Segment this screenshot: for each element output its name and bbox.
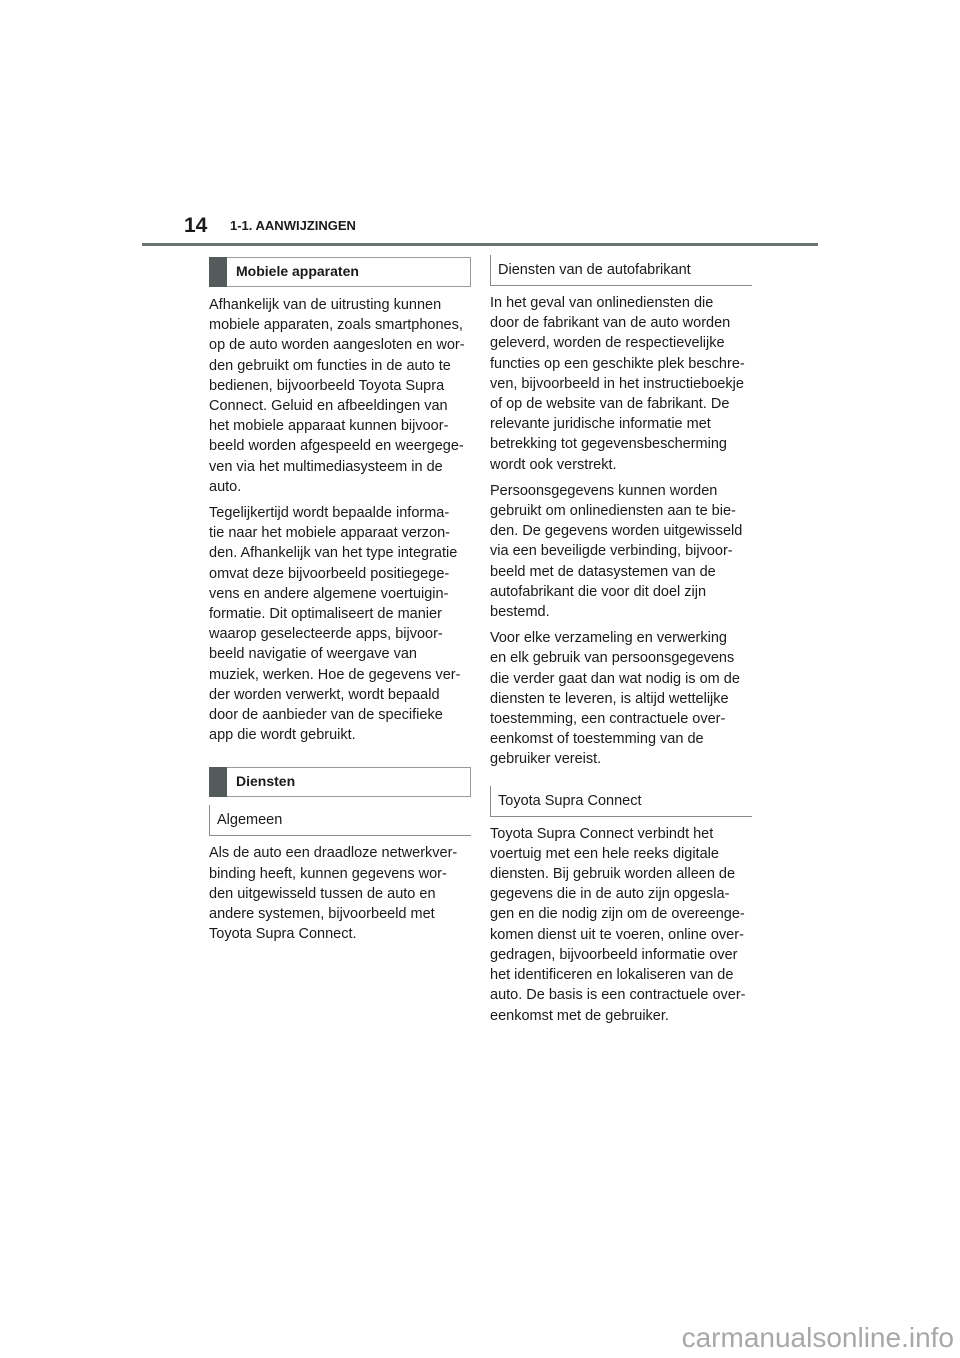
- text-line: muziek, werken. Hoe de gegevens ver-: [209, 666, 461, 683]
- text-line: In het geval van onlinediensten die: [490, 295, 714, 311]
- paragraph: [490, 481, 752, 622]
- text-line: Persoonsgegevens kunnen worden: [490, 482, 718, 499]
- text-line: bedienen, bijvoorbeeld Toyota Supra: [209, 377, 445, 394]
- heading-marker: [209, 767, 227, 797]
- text-line: autofabrikant die voor dit doel zijn: [490, 583, 707, 600]
- text-line: en elk gebruik van persoonsgegevens: [490, 650, 735, 667]
- left-column: [209, 257, 471, 950]
- text-line: app die wordt gebruikt.: [209, 727, 356, 744]
- section-heading-diensten: [209, 767, 471, 797]
- text-line: het mobiele apparaat kunnen bijvoor-: [209, 418, 449, 435]
- text-line: of op de website van de fabrikant. De: [490, 396, 730, 413]
- paragraph: [490, 824, 752, 1026]
- text-line: gebruikt om onlinediensten aan te bie-: [490, 503, 736, 520]
- text-line: gen en die nodig zijn om de overeenge-: [490, 906, 745, 923]
- subheading-toyota-supra-connect: [490, 786, 752, 817]
- text-line: den. Afhankelijk van het type integratie: [209, 545, 458, 562]
- text-line: Afhankelijk van de uitrusting kunnen: [209, 297, 442, 313]
- text-line: toestemming, een contractuele over-: [490, 711, 726, 728]
- subheading-text: Toyota Supra Connect: [498, 792, 642, 809]
- text-line: ven, bijvoorbeeld in het instructieboekje: [490, 375, 744, 392]
- paragraph: [490, 628, 752, 769]
- text-line: het identificeren en lokaliseren van de: [490, 967, 734, 984]
- text-line: gedragen, bijvoorbeeld informatie over: [490, 946, 738, 963]
- text-line: den. De gegevens worden uitgewisseld: [490, 523, 743, 540]
- text-line: omvat deze bijvoorbeeld positiegege-: [209, 565, 450, 582]
- subheading-text: Diensten van de autofabrikant: [498, 262, 691, 278]
- text-line: auto. De basis is een contractuele over-: [490, 987, 746, 1004]
- text-line: binding heeft, kunnen gegevens wor-: [209, 865, 447, 882]
- text-line: door de aanbieder van de specifieke: [209, 707, 443, 724]
- text-line: diensten te leveren, is altijd wettelijke: [490, 690, 729, 707]
- text-line: op de auto worden aangesloten en wor-: [209, 337, 465, 354]
- text-line: wordt ook verstrekt.: [490, 456, 617, 473]
- text-line: gegevens die in de auto zijn opgesla-: [490, 886, 730, 903]
- text-line: diensten. Bij gebruik worden alleen de: [490, 866, 736, 883]
- text-line: voertuig met een hele reeks digitale: [490, 845, 719, 862]
- text-line: eenkomst met de gebruiker.: [490, 1007, 669, 1024]
- text-line: functies op een geschikte plek beschre-: [490, 355, 745, 372]
- text-line: waarop geselecteerde apps, bijvoor-: [209, 626, 443, 643]
- paragraph: [209, 295, 471, 497]
- text-line: beeld navigatie of weergave van: [209, 646, 417, 663]
- subheading-diensten-autofabrikant: [490, 255, 752, 286]
- text-line: vens en andere algemene voertuigin-: [209, 585, 449, 602]
- text-line: via een beveiligde verbinding, bijvoor-: [490, 543, 733, 560]
- text-line: Connect. Geluid en afbeeldingen van: [209, 398, 448, 415]
- heading-text: Diensten: [236, 773, 296, 790]
- text-line: door de fabrikant van de auto worden: [490, 315, 731, 332]
- text-line: andere systemen, bijvoorbeeld met: [209, 906, 435, 923]
- chapter-title: 1-1. AANWIJZINGEN: [230, 218, 356, 233]
- text-line: ven via het multimediasysteem in de: [209, 458, 443, 475]
- text-line: gebruiker vereist.: [490, 751, 602, 768]
- text-line: beeld worden afgespeeld en weergege-: [209, 438, 464, 455]
- text-line: beeld met de datasystemen van de: [490, 563, 716, 580]
- text-line: Toyota Supra Connect.: [209, 926, 357, 943]
- header-divider: [142, 243, 818, 246]
- text-line: formatie. Dit optimaliseert de manier: [209, 606, 442, 623]
- paragraph: [490, 293, 752, 475]
- subheading-algemeen: [209, 805, 471, 836]
- text-line: den uitgewisseld tussen de auto en: [209, 885, 436, 902]
- text-line: geleverd, worden de respectievelijke: [490, 335, 725, 352]
- paragraph: [209, 843, 471, 944]
- text-line: die verder gaat dan wat nodig is om de: [490, 670, 740, 687]
- text-line: komen dienst uit te voeren, online over-: [490, 926, 744, 943]
- text-line: Toyota Supra Connect verbindt het: [490, 825, 714, 842]
- text-line: betrekking tot gegevensbescherming: [490, 436, 727, 453]
- text-line: bestemd.: [490, 604, 550, 621]
- text-line: der worden verwerkt, wordt bepaald: [209, 686, 440, 703]
- paragraph: [209, 503, 471, 745]
- heading-marker: [209, 257, 227, 287]
- text-line: Voor elke verzameling en verwerking: [490, 630, 727, 647]
- subheading-text: Algemeen: [217, 812, 283, 829]
- text-line: auto.: [209, 478, 242, 495]
- right-column: [490, 255, 752, 1032]
- text-line: eenkomst of toestemming van de: [490, 731, 704, 748]
- text-line: mobiele apparaten, zoals smartphones,: [209, 317, 463, 334]
- watermark: carmanualsonline.info: [681, 1322, 954, 1353]
- heading-text: Mobiele apparaten: [236, 263, 359, 279]
- text-line: relevante juridische informatie met: [490, 416, 711, 433]
- text-line: Tegelijkertijd wordt bepaalde informa-: [209, 505, 450, 522]
- text-line: tie naar het mobiele apparaat verzon-: [209, 525, 451, 542]
- text-line: Als de auto een draadloze netwerkver-: [209, 845, 458, 862]
- section-heading-mobiele-apparaten: [209, 257, 471, 287]
- page-number: 14: [184, 214, 208, 237]
- text-line: den gebruikt om functies in de auto te: [209, 357, 451, 374]
